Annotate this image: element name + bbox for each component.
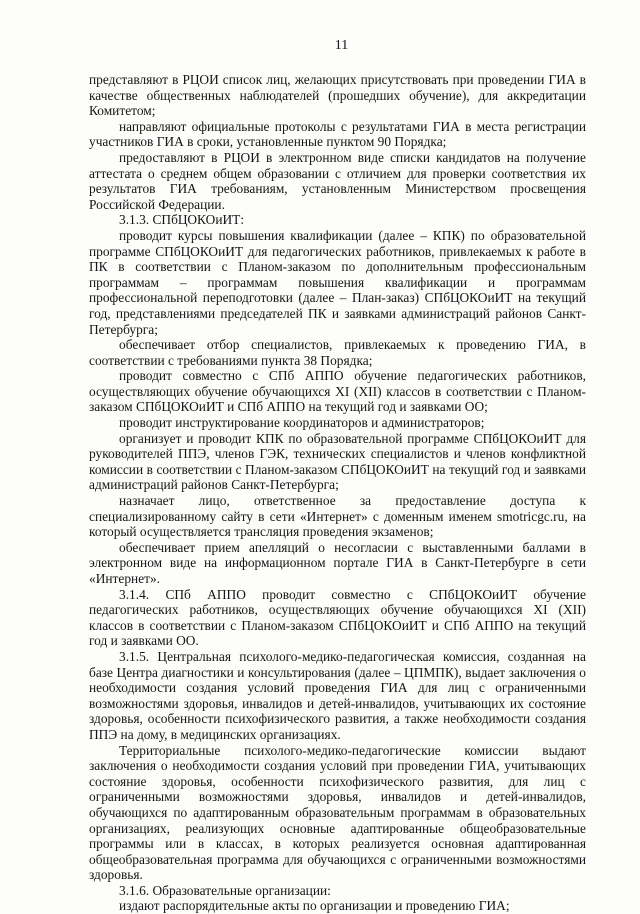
section-3-1-4: 3.1.4. СПб АППО проводит совместно с СПбЦОКОиИТ обучение педагогических работников, осуществляющих обучение обучающихся XI (XII) классов в соответствии с Планом-заказом СПбЦОКОиИТ и СПб АППО на текущий год и заявками ОО.: [89, 586, 586, 649]
paragraph-rcoi-observers: представляют в РЦОИ список лиц, желающих присутствовать при проведении ГИА в качестве общественных наблюдателей (прошедших обучение), для аккредитации Комитетом;: [89, 72, 586, 119]
paragraph-kpk-courses: проводит курсы повышения квалификации (далее – КПК) по образовательной программе СПбЦОКОиИТ для педагогических работников, привлекаемых к работе в ПК в соответствии с Планом-заказом по дополнительным профессиональным программам – программам повышения квалификации и программам профессиональной переподготовки (далее – План-заказ) СПбЦОКОиИТ на текущий год, представлениями председателей ПК и заявками администраций районов Санкт-Петербурга;: [89, 227, 586, 337]
section-3-1-5: 3.1.5. Центральная психолого-медико-педагогическая комиссия, созданная на базе Центра диагностики и консультирования (далее – ЦПМПК), выдает заключения о необходимости создания условий проведения ГИА для лиц с ограниченными возможностями здоровья, инвалидов и детей-инвалидов, учитывающих их состояние здоровья, особенности психофизического развития, а также необходимости создания ППЭ на дому, в медицинских организациях.: [89, 648, 586, 742]
paragraph-territorial-commissions: Территориальные психолого-медико-педагогические комиссии выдают заключения о необходимости создания условий при проведении ГИА, учитывающих состояние здоровья, особенности психофизического развития, для лиц с ограниченными возможностями здоровья, инвалидов и детей-инвалидов, обучающихся по адаптированным образовательным программам в образовательных организациях, реализующих основные адаптированные общеобразовательные программы или в классах, в которых реализуется основная адаптированная общеобразовательная программа для обучающихся с ограниченными возможностями здоровья.: [89, 742, 586, 883]
paragraph-instruction: проводит инструктирование координаторов и администраторов;: [119, 415, 485, 431]
paragraph-protocols: направляют официальные протоколы с результатами ГИА в места регистрации участников ГИА в сроки, установленные пунктом 90 Порядка;: [89, 118, 586, 150]
section-3-1-6-heading: 3.1.6. Образовательные организации:: [119, 882, 331, 898]
paragraph-appeals: обеспечивает прием апелляций о несогласии с выставленными баллами в электронном виде на информационном портале ГИА в Санкт-Петербурге в сети «Интернет».: [89, 539, 586, 586]
paragraph-site-access: назначает лицо, ответственное за предоставление доступа к специализированному сайту в сети «Интернет» с доменным именем smotricgc.ru, на который осуществляется трансляция проведения экзаменов;: [89, 493, 586, 540]
paragraph-acts: издают распорядительные акты по организации и проведению ГИА;: [119, 898, 510, 914]
paragraph-kpk-ppe: организует и проводит КПК по образовательной программе СПбЦОКОиИТ для руководителей ППЭ, членов ГЭК, технических специалистов и членов конфликтной комиссии в соответствии с Планом-заказом СПбЦОКОиИТ на текущий год и заявками администраций районов Санкт-Петербурга;: [89, 430, 586, 493]
section-3-1-3-heading: 3.1.3. СПбЦОКОиИТ:: [119, 212, 245, 228]
paragraph-attestat-candidates: предоставляют в РЦОИ в электронном виде списки кандидатов на получение аттестата о среднем общем образовании с отличием для проверки соответствия их результатов ГИА требованиям, установленным Министерством просвещения Российской Федерации.: [89, 149, 586, 212]
page-number: 11: [334, 38, 349, 53]
paragraph-joint-training: проводит совместно с СПб АППО обучение педагогических работников, осуществляющих обучение обучающихся XI (XII) классов в соответствии с Планом-заказом СПбЦОКОиИТ и СПб АППО на текущий год и заявками ОО;: [89, 368, 586, 415]
paragraph-specialist-selection: обеспечивает отбор специалистов, привлекаемых к проведению ГИА, в соответствии с требованиями пункта 38 Порядка;: [89, 337, 586, 368]
